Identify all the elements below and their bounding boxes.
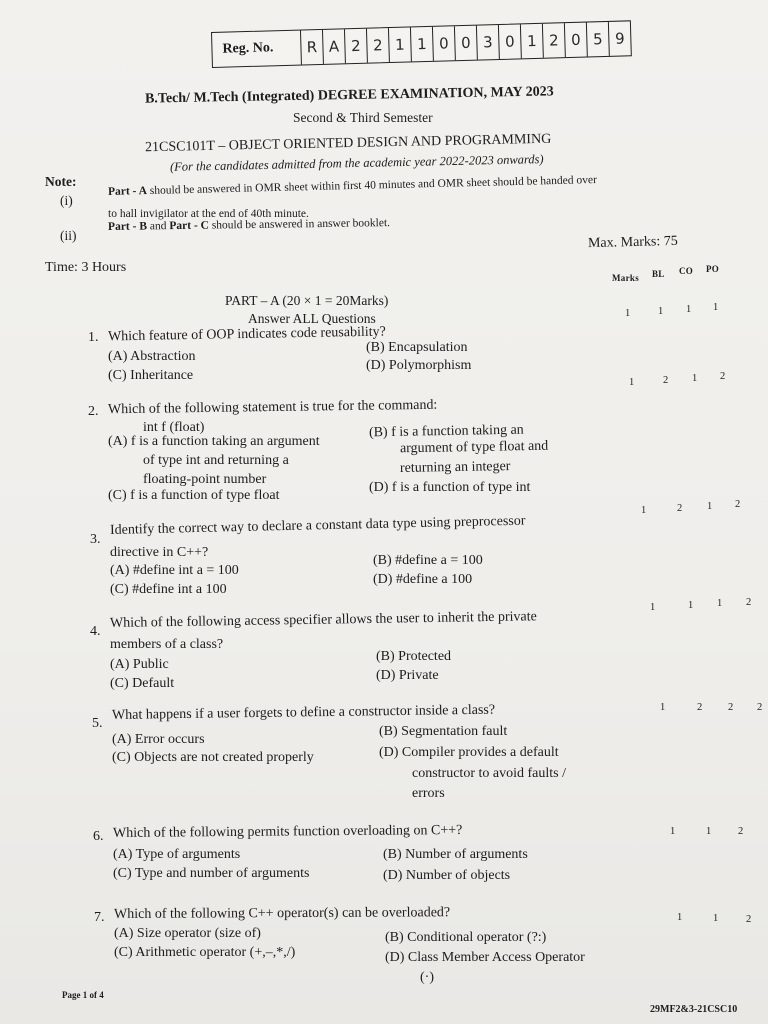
question-text: Identify the correct way to declare a constant data type using preprocessor: [109, 513, 526, 538]
bl-value: 2: [677, 503, 683, 514]
paper-code: 29MF2&3-21CSC10: [650, 1004, 738, 1015]
reg-number-box: [211, 20, 632, 68]
marks-value: 1: [650, 602, 656, 613]
po-value: 2: [746, 914, 752, 925]
question-number: 7.: [94, 910, 105, 925]
po-value: 2: [735, 499, 741, 510]
candidates-note: (For the candidates admitted from the academic year 2022-2023 onwards): [169, 152, 544, 174]
po-value: 2: [757, 702, 763, 713]
option-a: (A) f is a function taking an argument: [108, 434, 320, 449]
reg-digit: 5: [587, 22, 610, 57]
option-a: (A) Size operator (size of): [114, 926, 261, 941]
option-c: (C) Type and number of arguments: [113, 866, 310, 881]
note-item-text: [108, 217, 390, 233]
co-value: 1: [692, 373, 698, 384]
po-value: 1: [713, 302, 719, 313]
question-command: int f (float): [143, 420, 205, 435]
reg-digit: 0: [455, 26, 478, 61]
reg-digit: 0: [499, 24, 522, 59]
question-number: 5.: [92, 716, 103, 731]
option-b: (B) #define a = 100: [373, 553, 483, 568]
option-b: (B) Segmentation fault: [379, 724, 508, 739]
note-text: should be answered in OMR sheet within first 40 minutes and OMR sheet should be handed over: [146, 174, 598, 198]
reg-digit: 9: [614, 29, 625, 48]
max-marks: Max. Marks: 75: [587, 233, 678, 252]
marks-value: 1: [670, 826, 676, 837]
reg-digit: 0: [433, 26, 456, 61]
time-label: Time: 3 Hours: [45, 260, 127, 275]
note-item-number: (i): [60, 193, 73, 208]
reg-digit: 1: [521, 24, 544, 59]
option-b: (B) Encapsulation: [366, 340, 468, 355]
note-item-text: [108, 174, 597, 198]
reg-digit: 0: [565, 23, 588, 58]
note-part-a: Part - A: [107, 185, 148, 198]
reg-digit: 1: [389, 27, 412, 62]
note-part-c: Part - C: [169, 219, 209, 233]
option-a: (A) #define int a = 100: [110, 563, 239, 578]
question-text-cont: members of a class?: [110, 637, 224, 652]
question-text: Which feature of OOP indicates code reusability?: [107, 324, 386, 345]
co-value: 1: [717, 598, 723, 609]
question-text: Which of the following permits function overloading on C++?: [112, 822, 463, 841]
option-d-cont: (·): [420, 970, 434, 985]
option-d-cont: errors: [412, 786, 445, 801]
option-b-cont: returning an integer: [399, 459, 511, 476]
col-header-bl: BL: [652, 269, 665, 279]
reg-digit: A: [323, 29, 346, 64]
col-header-co: CO: [679, 266, 694, 276]
bl-value: 1: [688, 600, 694, 611]
question-text: Which of the following statement is true for the command:: [107, 397, 438, 418]
option-d: (D) Polymorphism: [366, 358, 472, 373]
option-c: (C) Default: [110, 676, 175, 691]
option-b: (B) Protected: [376, 649, 452, 664]
semester: Second & Third Semester: [293, 110, 433, 125]
co-value: 2: [728, 702, 734, 713]
option-a-cont: floating-point number: [143, 472, 267, 487]
option-d: (D) Class Member Access Operator: [385, 950, 585, 965]
col-header-po: PO: [706, 264, 720, 274]
option-b: (B) f is a function taking an: [368, 422, 524, 441]
option-d: (D) Compiler provides a default: [379, 745, 559, 760]
option-a: (A) Type of arguments: [113, 847, 241, 862]
option-d: (D) Number of objects: [383, 868, 511, 883]
marks-value: 1: [629, 377, 635, 388]
marks-value: 1: [660, 702, 666, 713]
option-c: (C) Inheritance: [108, 368, 194, 383]
marks-value: 1: [625, 308, 631, 319]
co-value: 1: [707, 501, 713, 512]
reg-digit: 2: [543, 23, 566, 58]
col-header-marks: Marks: [612, 273, 639, 283]
co-value: 1: [706, 826, 712, 837]
note-text: and: [146, 220, 170, 233]
note-item-number: (ii): [60, 228, 77, 243]
part-a-title: PART – A (20 × 1 = 20Marks): [225, 293, 389, 308]
page-number: Page 1 of 4: [62, 990, 104, 1000]
note-part-b: Part - B: [107, 220, 148, 233]
reg-digit: 1: [411, 27, 434, 62]
note-text: should be answered in answer booklet.: [208, 217, 391, 232]
option-a-cont: of type int and returning a: [143, 453, 289, 468]
option-a: (A) Error occurs: [112, 732, 205, 747]
reg-digit: 2: [345, 29, 368, 64]
note-label: Note:: [45, 174, 77, 189]
bl-value: 2: [663, 375, 669, 386]
po-value: 2: [746, 597, 752, 608]
marks-value: 1: [677, 912, 683, 923]
po-value: 2: [738, 826, 744, 837]
option-c: (C) Objects are not created properly: [112, 750, 314, 765]
reg-digit: R: [301, 30, 324, 65]
option-a: (A) Public: [110, 657, 169, 672]
option-d-cont: constructor to avoid faults /: [412, 766, 566, 781]
option-c: (C) Arithmetic operator (+,–,*,/): [114, 945, 296, 960]
option-b: (B) Number of arguments: [383, 847, 528, 862]
note-item-text-cont: to hall invigilator at the end of 40th minute.: [108, 208, 309, 220]
part-a-instruction: Answer ALL Questions: [248, 311, 376, 326]
co-value: 1: [686, 304, 692, 315]
question-number: 4.: [90, 624, 101, 639]
option-d: (D) #define a 100: [373, 572, 473, 587]
option-d: (D) Private: [376, 668, 439, 683]
reg-digit: 3: [477, 25, 500, 60]
option-c: (C) #define int a 100: [110, 582, 227, 597]
exam-title: B.Tech/ M.Tech (Integrated) DEGREE EXAMINATION, MAY 2023: [144, 84, 554, 107]
option-b-cont: argument of type float and: [399, 438, 549, 457]
question-text: What happens if a user forgets to define a constructor inside a class?: [111, 702, 496, 723]
po-value: 2: [720, 371, 726, 382]
question-number: 6.: [93, 829, 104, 844]
reg-number-label: Reg. No.: [212, 31, 302, 67]
option-d: (D) f is a function of type int: [369, 480, 531, 495]
course-title: 21CSC101T – OBJECT ORIENTED DESIGN AND PROGRAMMING: [144, 131, 552, 156]
question-number: 3.: [90, 532, 101, 547]
bl-value: 2: [697, 702, 703, 713]
question-number: 2.: [88, 404, 99, 419]
marks-value: 1: [641, 505, 647, 516]
question-text: Which of the following C++ operator(s) can be overloaded?: [113, 905, 451, 922]
option-a: (A) Abstraction: [108, 349, 196, 364]
question-text: Which of the following access specifier allows the user to inherit the private: [109, 609, 537, 631]
question-number: 1.: [88, 330, 99, 345]
co-value: 1: [713, 913, 719, 924]
option-c: (C) f is a function of type float: [108, 488, 280, 503]
option-b: (B) Conditional operator (?:): [385, 930, 547, 945]
question-text-cont: directive in C++?: [110, 545, 209, 560]
reg-digit: 2: [367, 28, 390, 63]
bl-value: 1: [658, 306, 664, 317]
